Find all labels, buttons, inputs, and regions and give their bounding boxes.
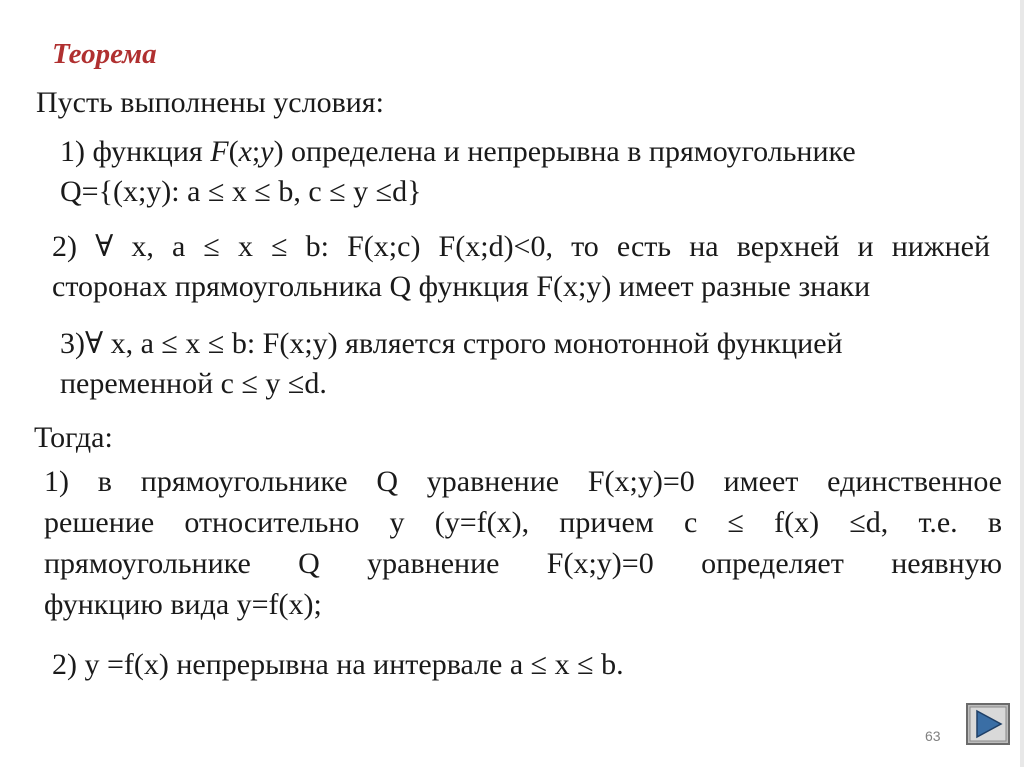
condition-1-line-1: 1) функция F(x;y) определена и непрерывна в прямоугольнике	[60, 135, 856, 168]
next-slide-button[interactable]	[966, 703, 1010, 745]
result-1-line-4: функцию вида y=f(x);	[44, 588, 322, 621]
result-1-line-1: 1) в прямоугольнике Q уравнение F(x;y)=0 имеет единственное	[44, 465, 1002, 498]
result-1-line-3: прямоугольнике Q уравнение F(x;y)=0 определяет неявную	[44, 547, 1002, 580]
slide-edge	[1020, 0, 1024, 767]
condition-1-line-2: Q={(x;y): a ≤ x ≤ b, c ≤ y ≤d}	[60, 175, 422, 208]
condition-3-line-1: 3)∀ x, a ≤ x ≤ b: F(x;y) является строго монотонной функцией	[60, 327, 843, 360]
result-2: 2) y =f(x) непрерывна на интервале a ≤ x ≤ b.	[52, 648, 624, 681]
conditions-intro: Пусть выполнены условия:	[36, 86, 384, 119]
play-next-icon	[966, 703, 1010, 745]
condition-3-line-2: переменной c ≤ y ≤d.	[60, 367, 327, 400]
condition-2-line-2: сторонах прямоугольника Q функция F(x;y) имеет разные знаки	[52, 270, 871, 303]
condition-2-line-1: 2) ∀ x, a ≤ x ≤ b: F(x;c) F(x;d)<0, то есть на верхней и нижней	[52, 230, 990, 263]
page-number: 63	[925, 728, 941, 744]
then-label: Тогда:	[34, 421, 113, 454]
theorem-title: Теорема	[52, 38, 157, 70]
result-1-line-2: решение относительно y (y=f(x), причем c ≤ f(x) ≤d, т.е. в	[44, 506, 1002, 539]
